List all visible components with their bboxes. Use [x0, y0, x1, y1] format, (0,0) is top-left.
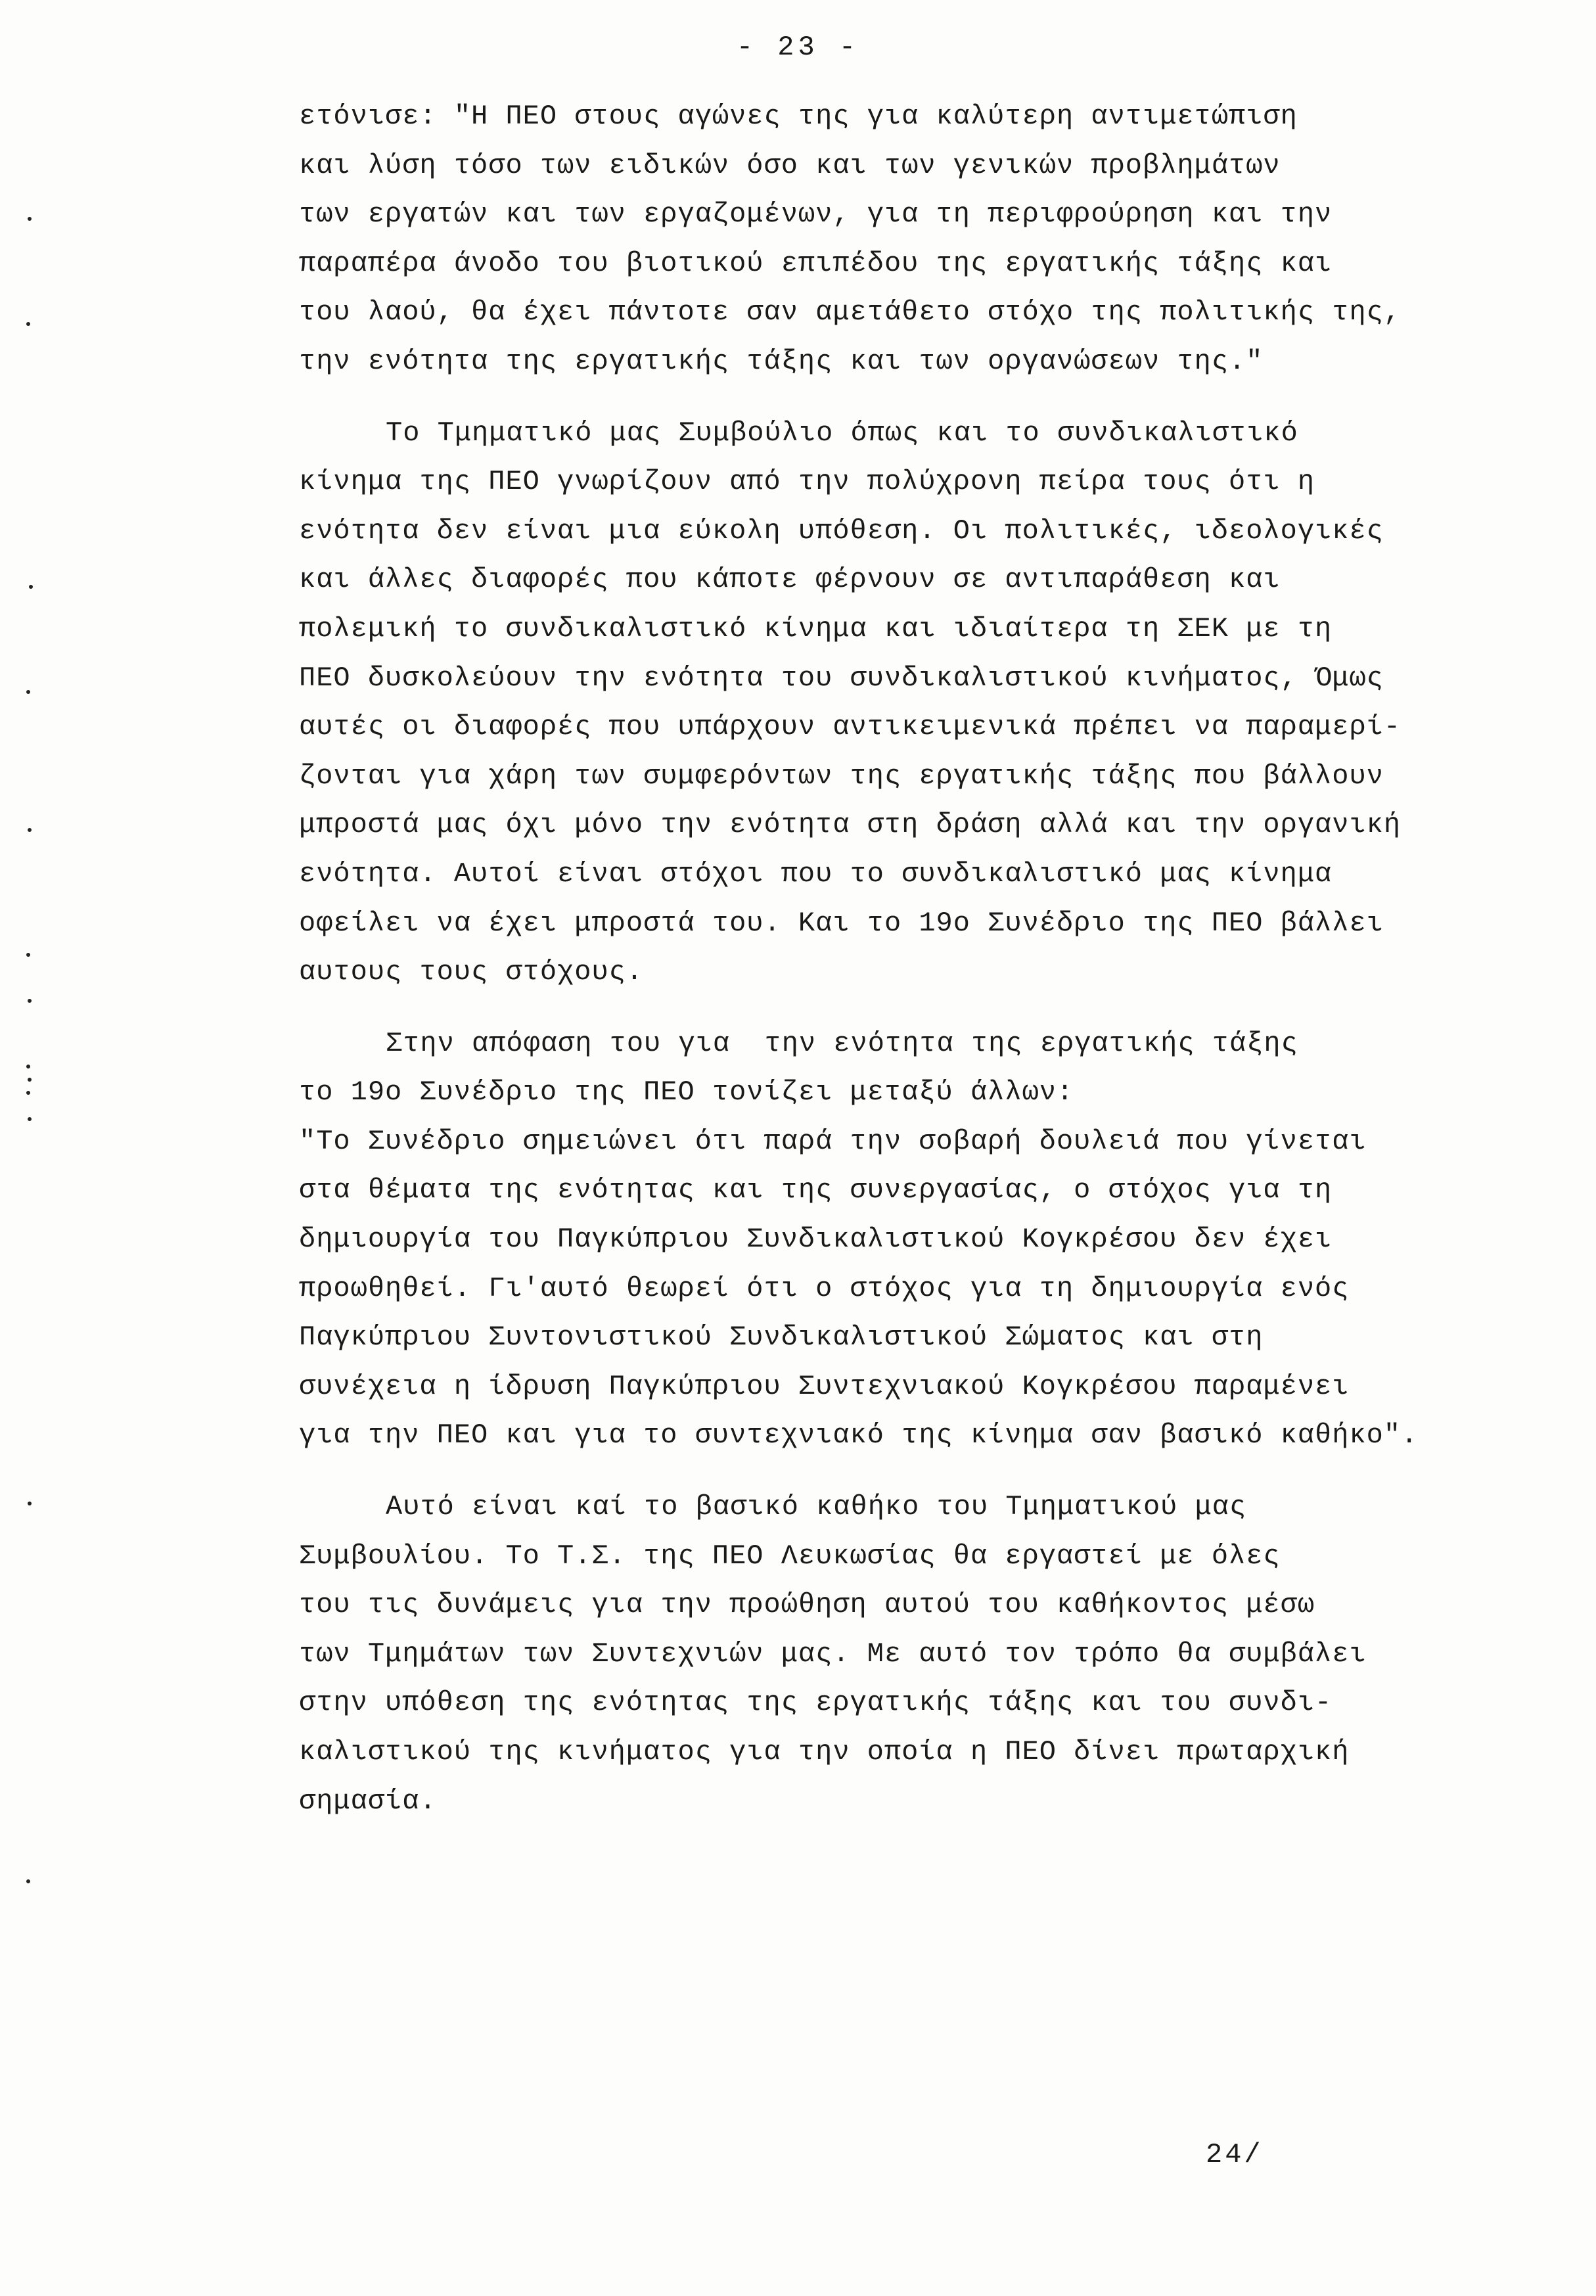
continuation-page-marker: 24/: [1206, 2139, 1264, 2170]
page-number: - 23 -: [736, 32, 860, 63]
text-line: ενότητα δεν είναι μια εύκολη υπόθεση. Οι πολιτικές, ιδεολογικές: [299, 515, 1384, 547]
text-line: μπροστά μας όχι μόνο την ενότητα στη δράση αλλά και την οργανική: [299, 809, 1402, 841]
text-line: στα θέματα της ενότητας και της συνεργασίας, ο στόχος για τη: [299, 1174, 1333, 1206]
text-line: ΠΕΟ δυσκολεύουν την ενότητα του συνδικαλιστικού κινήματος, Όμως: [299, 662, 1384, 694]
text-line: παραπέρα άνοδο του βιοτικού επιπέδου της εργατικής τάξης και: [299, 247, 1333, 279]
paragraph-2: [299, 409, 1495, 997]
paragraph-1: [299, 92, 1495, 386]
text-line: κίνημα της ΠΕΟ γνωρίζουν από την πολύχρονη πείρα τους ότι η: [299, 466, 1315, 498]
text-line: αυτές οι διαφορές που υπάρχουν αντικειμενικά πρέπει να παραμερί-: [299, 711, 1402, 743]
text-line: δημιουργία του Παγκύπριου Συνδικαλιστικού Κογκρέσου δεν έχει: [299, 1224, 1333, 1256]
text-line: πολεμική το συνδικαλιστικό κίνημα και ιδιαίτερα τη ΣΕΚ με τη: [299, 612, 1333, 645]
margin-specks: [0, 0, 105, 2296]
text-line: σημασία.: [299, 1785, 437, 1817]
text-line: του λαού, θα έχει πάντοτε σαν αμετάθετο στόχο της πολιτικής της,: [299, 296, 1402, 329]
text-line: ετόνισε: "Η ΠΕΟ στους αγώνες της για καλύτερη αντιμετώπιση: [299, 101, 1298, 132]
body-text: [299, 92, 1495, 1825]
text-line: των εργατών και των εργαζομένων, για τη περιφρούρηση και την: [299, 198, 1333, 231]
text-line: προωθηθεί. Γι'αυτό θεωρεί ότι ο στόχος για τη δημιουργία ενός: [299, 1272, 1350, 1304]
text-line: Συμβουλίου. Το Τ.Σ. της ΠΕΟ Λευκωσίας θα εργαστεί με όλες: [299, 1540, 1281, 1572]
text-line: ενότητα. Αυτοί είναι στόχοι που το συνδικαλιστικό μας κίνημα: [299, 858, 1333, 890]
text-line: Στην απόφαση του για την ενότητα της εργατικής τάξης: [386, 1027, 1298, 1059]
text-line: και άλλες διαφορές που κάποτε φέρνουν σε αντιπαράθεση και: [299, 564, 1281, 596]
text-line: των Τμημάτων των Συντεχνιών μας. Με αυτό τον τρόπο θα συμβάλει: [299, 1638, 1367, 1670]
paragraph-4: [299, 1482, 1495, 1825]
text-line: συνέχεια η ίδρυση Παγκύπριου Συντεχνιακού Κογκρέσου παραμένει: [299, 1370, 1350, 1402]
text-line: για την ΠΕΟ και για το συντεχνιακό της κίνημα σαν βασικό καθήκο".: [299, 1419, 1419, 1452]
text-line: "Το Συνέδριο σημειώνει ότι παρά την σοβαρή δουλειά που γίνεται: [299, 1125, 1367, 1157]
text-line: καλιστικού της κινήματος για την οποία η ΠΕΟ δίνει πρωταρχική: [299, 1736, 1350, 1768]
text-line: ζονται για χάρη των συμφερόντων της εργατικής τάξης που βάλλουν: [299, 760, 1384, 792]
text-line: οφείλει να έχει μπροστά του. Και το 19ο Συνέδριο της ΠΕΟ βάλλει: [299, 907, 1384, 939]
text-line: το 19ο Συνέδριο της ΠΕΟ τονίζει μεταξύ άλλων:: [299, 1076, 1074, 1109]
text-line: Παγκύπριου Συντονιστικού Συνδικαλιστικού Σώματος και στη: [299, 1321, 1264, 1354]
text-line: του τις δυνάμεις για την προώθηση αυτού του καθήκοντος μέσω: [299, 1589, 1315, 1621]
text-line: Αυτό είναι καί το βασικό καθήκο του Τμηματικού μας: [386, 1491, 1247, 1523]
paragraph-3: [299, 1019, 1495, 1460]
text-line: την ενότητα της εργατικής τάξης και των οργανώσεων της.": [299, 345, 1264, 377]
text-line: Το Τμηματικό μας Συμβούλιο όπως και το συνδικαλιστικό: [386, 417, 1298, 449]
text-line: αυτους τους στόχους.: [299, 956, 644, 988]
text-line: στην υπόθεση της ενότητας της εργατικής τάξης και του συνδι-: [299, 1687, 1333, 1719]
text-line: και λύση τόσο των ειδικών όσο και των γενικών προβλημάτων: [299, 149, 1281, 181]
